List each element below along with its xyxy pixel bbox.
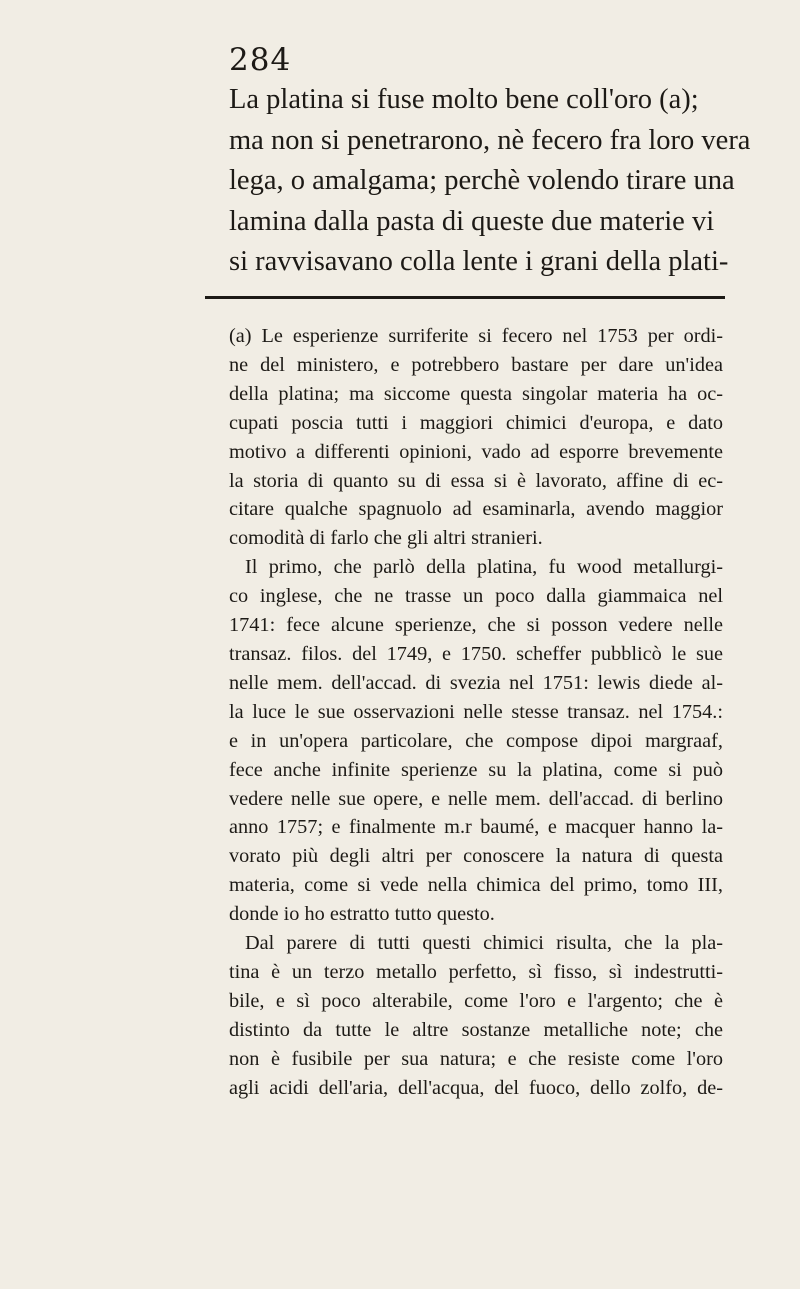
footnote-line: 1741: fece alcune sperienze, che si posson vedere nelle [229,614,723,637]
footnote-line: distinto da tutte le altre sostanze metalliche note; che [229,1018,723,1041]
footnote-line: non è fusibile per sua natura; e che resiste come l'oro [229,1047,723,1070]
footnote-line: motivo a differenti opinioni, vado ad esporre brevemente [229,440,723,463]
footnote-line: vedere nelle sue opere, e nelle mem. dell'accad. di berlino [229,787,723,810]
footnote-line: ne del ministero, e potrebbero bastare per dare un'idea [229,353,723,376]
footnote-line: fece anche infinite sperienze su la platina, come si può [229,758,723,781]
footnote-line: co inglese, che ne trasse un poco dalla giammaica nel [229,585,723,608]
footnote-line: donde io ho estratto tutto questo. [229,903,495,926]
footnote-line: tina è un terzo metallo perfetto, sì fisso, sì indestrutti- [229,960,723,983]
footnote-line: nelle mem. dell'accad. di svezia nel 1751: lewis diede al- [229,671,723,694]
footnote [229,322,723,1102]
main-text [229,80,751,283]
footnote-line: vorato più degli altri per conoscere la natura di questa [229,845,723,868]
footnote-line: (a) Le esperienze surriferite si fecero nel 1753 per ordi- [229,325,723,347]
main-text-line: La platina si fuse molto bene coll'oro (a); [229,84,699,115]
main-text-line: ma non si penetrarono, nè fecero fra loro vera [229,124,751,156]
footnote-line: la storia di quanto su di essa si è lavorato, affine di ec- [229,469,723,492]
footnote-line: e in un'opera particolare, che compose dipoi margraaf, [229,729,723,752]
footnote-line: comodità di farlo che gli altri stranieri. [229,527,543,550]
footnote-line: anno 1757; e finalmente m.r baumé, e macquer hanno la- [229,816,723,839]
main-text-line: lega, o amalgama; perchè volendo tirare una [229,165,735,197]
footnote-line: della platina; ma siccome questa singolar materia ha oc- [229,382,723,405]
footnote-line: materia, come si vede nella chimica del primo, tomo III, [229,874,723,897]
page-number: 284 [229,42,292,78]
footnote-line: la luce le sue osservazioni nelle stesse transaz. nel 1754.: [229,700,723,723]
footnote-line: bile, e sì poco alterabile, come l'oro e l'argento; che è [229,989,723,1012]
footnote-line: Dal parere di tutti questi chimici risulta, che la pla- [245,932,723,955]
footnote-line: agli acidi dell'aria, dell'acqua, del fuoco, dello zolfo, de- [229,1076,723,1099]
footnote-divider [205,296,725,299]
footnote-line: cupati poscia tutti i maggiori chimici d'europa, e dato [229,411,723,434]
footnote-line: citare qualche spagnuolo ad esaminarla, avendo maggior [229,498,723,521]
footnote-line: Il primo, che parlò della platina, fu wood metallurgi- [245,556,723,579]
footnote-line: transaz. filos. del 1749, e 1750. scheffer pubblicò le sue [229,642,723,665]
main-text-line: lamina dalla pasta di queste due materie vi [229,205,715,237]
main-text-line: si ravvisavano colla lente i grani della plati- [229,246,729,278]
